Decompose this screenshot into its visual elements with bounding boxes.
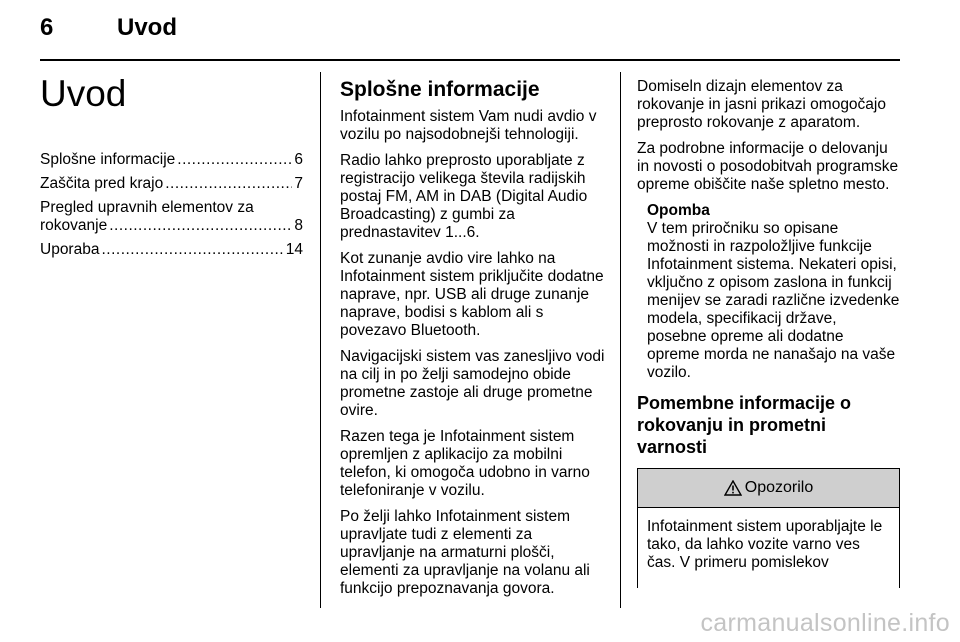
toc-label: Zaščita pred krajo [40,175,164,192]
toc-label-line1: Pregled upravnih elementov za [40,199,254,216]
table-of-contents [40,151,303,265]
paragraph: Radio lahko preprosto uporabljate z registracijo velikega števila radijskih postaj FM, AM in DAB (Digital Audio Broadcasting) z gumbi za prednastavitev 1...6. [340,152,588,241]
section-title: Splošne informacije [340,78,540,101]
paragraph: Za podrobne informacije o delovanju in novosti o posodobitvah programske opreme obiščite naše spletno mesto. [637,140,899,193]
toc-item-theft[interactable] [40,175,303,193]
paragraph: Kot zunanje avdio vire lahko na Infotainment sistem priključite dodatne naprave, npr. USB ali druge zunanje naprave, bodisi s kablom ali s povezavo Bluetooth. [340,250,604,339]
watermark: carmanualsonline.info [700,609,950,637]
paragraph: Infotainment sistem Vam nudi avdio v vozilu po najsodobnejši tehnologiji. [340,108,597,143]
toc-leader-dots [177,151,292,169]
toc-page: 8 [294,217,303,234]
chapter-title: Uvod [40,73,127,114]
column-divider [620,72,621,608]
column-divider [320,72,321,608]
toc-label: rokovanje [40,217,108,234]
toc-leader-dots [165,175,292,193]
toc-leader-dots [101,241,283,259]
warning-triangle-icon [724,480,742,496]
toc-page: 6 [294,151,303,168]
warning-text: Infotainment sistem uporabljajte le tako, da lahko vozite varno ves čas. V primeru pomislekov [647,518,883,571]
paragraph: Po želji lahko Infotainment sistem upravljate tudi z elementi za upravljanje na armaturni plošči, elementi za upravljanje na volanu ali funkcijo prepoznavanja govora. [340,508,590,597]
paragraph: Razen tega je Infotainment sistem opremljen z aplikacijo za mobilni telefon, ki omogoča udobno in varno telefoniranje v vozilu. [340,428,590,499]
running-head: Uvod [117,14,177,41]
toc-item-controls[interactable] [40,199,303,235]
warning-title: Opozorilo [744,479,814,496]
paragraph: Navigacijski sistem vas zanesljivo vodi na cilj in po želji samodejno obide prometne zastoje ali druge prometne ovire. [340,348,605,419]
header-rule [40,59,900,61]
toc-page: 14 [285,241,303,258]
toc-label: Uporaba [40,241,100,258]
note-block [647,202,900,382]
warning-header [638,469,899,508]
warning-box [637,468,900,588]
third-column [637,78,900,588]
note-title: Opomba [647,202,710,219]
paragraph: Domiseln dizajn elementov za rokovanje in jasni prikazi omogočajo preprosto rokovanje z aparatom. [637,78,886,131]
toc-page: 7 [294,175,303,192]
toc-item-usage[interactable] [40,241,303,259]
toc-item-general[interactable] [40,151,303,169]
note-text: V tem priročniku so opisane možnosti in razpoložljive funkcije Infotainment sistema. Nekateri opisi, vključno z opisom zaslona in funkcij menijev se zaradi različne izvedenke modela, specifikacij države, posebne opreme ali dodatne opreme morda ne nanašajo na vaše vozilo. [647,220,900,381]
subsection-title: Pomembne informacije o rokovanju in prometni varnosti [637,393,852,457]
toc-label: Splošne informacije [40,151,176,168]
page-number: 6 [40,14,54,41]
toc-leader-dots [109,217,292,235]
general-info-column [340,78,605,606]
